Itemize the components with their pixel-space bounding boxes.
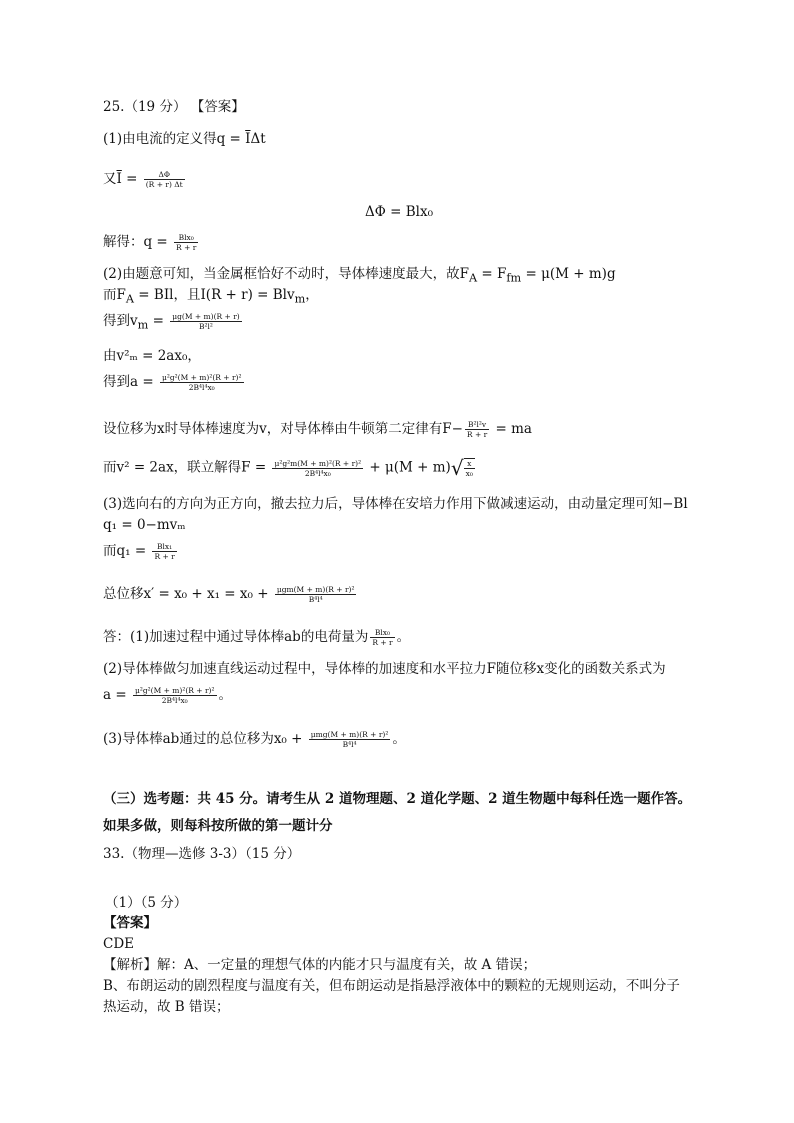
fraction: $\frac{\text{μgm(M + m)(R + r)²}}{\text{B⁴l⁴}}$ bbox=[276, 585, 355, 604]
part1-current-definition: (1)由电流的定义得$q = \overline{I}\Delta t$ bbox=[103, 131, 266, 147]
fraction: $\frac{\text{μ²g²m(M + m)²(R + r)²}}{\text{2B⁴l⁴x₀}}$ bbox=[274, 458, 362, 478]
subquestion-1: （1）（5 分） bbox=[105, 895, 188, 911]
part3-q1: 而q₁ = $\frac{\text{Blx₁}}{R + r}$ bbox=[103, 542, 175, 561]
fraction: $\frac{\text{μ²g²(M + m)²(R + r)²}}{\text{2B⁴l⁴x₀}}$ bbox=[134, 686, 215, 705]
part3-line1: (3)选向右的方向为正方向，撤去拉力后，导体棒在安培力作用下做减速运动，由动量定理可知−Bl bbox=[103, 496, 688, 512]
part2-vm: 得到$v_m$ = $\frac{\mu g(M + m)(R + r)}{\text{B²l²}}$ bbox=[103, 312, 240, 332]
analysis-line1: 【解析】解：A、一定量的理想气体的内能才只与温度有关，故 A 错误； bbox=[103, 957, 537, 973]
i-bar: $\overline{I}$ bbox=[245, 131, 251, 147]
section3-instructions: （三）选考题：共 45 分。请考生从 2 道物理题、2 道化学题、2 道生物题中每科任选一题作答。 bbox=[103, 791, 692, 807]
part2-kinematics: 由v²ₘ = 2ax₀， bbox=[103, 348, 201, 364]
part2-line1: (2)由题意可知，当金属框恰好不动时，导体棒速度最大，故$F_A = F_{fm} = \mu(M + m)g$ bbox=[103, 266, 616, 285]
fraction: $\frac{\text{Blx₁}}{R + r}$ bbox=[154, 542, 175, 561]
part3-line2: q₁ = 0−mvₘ bbox=[103, 517, 186, 533]
square-root: √ $\frac{x}{\text{x₀}}$ bbox=[450, 456, 473, 480]
answer-2-formula: a = $\frac{\text{μ²g²(M + m)²(R + r)²}}{\text{2B⁴l⁴x₀}}$ 。 bbox=[103, 686, 232, 705]
part1-solution: 解得：q = $\frac{\text{Blx₀}}{R + r}$ bbox=[103, 233, 197, 252]
part2-newton: 设位移为x时导体棒速度为v，对导体棒由牛顿第二定律有F− $\frac{\text{B²l²v}}{R + r}$ = ma bbox=[103, 420, 532, 439]
question-33-title: 33.（物理—选修 3-3）（15 分） bbox=[103, 846, 301, 862]
part3-total-displacement: 总位移x′ = x₀ + x₁ = x₀ + $\frac{\text{μgm(M + m)(R + r)²}}{\text{B⁴l⁴}}$ bbox=[103, 585, 355, 604]
part2-force-formula: 而v² = 2ax，联立解得F = $\frac{\text{μ²g²m(M + m)²(R + r)²}}{\text{2B⁴l⁴x₀}}$ + μ(M + m)√ $\frac{x}{\text{x₀}}$ bbox=[103, 456, 473, 480]
fraction: $\frac{\text{μ²g²(M + m)²(R + r)²}}{\text{2B⁴l⁴x₀}}$ bbox=[161, 373, 242, 392]
analysis-line2: B、布朗运动的剧烈程度与温度有关，但布朗运动是指悬浮液体中的颗粒的无规则运动，不叫分子 bbox=[103, 978, 680, 994]
answer-value: CDE bbox=[103, 936, 135, 952]
fraction: $\frac{\text{μmg(M + m)(R + r)²}}{\text{B⁴l⁴}}$ bbox=[310, 730, 389, 749]
part2-acceleration: 得到a = $\frac{\text{μ²g²(M + m)²(R + r)²}}{\text{2B⁴l⁴x₀}}$ bbox=[103, 373, 242, 392]
answer-label: 【答案】 bbox=[103, 915, 157, 931]
fraction: $\frac{\text{Blx₀}}{R + r}$ bbox=[372, 628, 393, 647]
answer-1: 答：(1)加速过程中通过导体棒ab的电荷量为 $\frac{\text{Blx₀}}{R + r}$ 。 bbox=[103, 628, 411, 647]
flux-equation: ΔΦ = Blx₀ bbox=[365, 204, 433, 220]
answer-3: (3)导体棒ab通过的总位移为x₀ + $\frac{\text{μmg(M + m)(R + r)²}}{\text{B⁴l⁴}}$ 。 bbox=[103, 730, 406, 749]
fraction: $\frac{\text{B²l²v}}{R + r}$ bbox=[466, 420, 488, 439]
section3-instructions-2: 如果多做，则每科按所做的第一题计分 bbox=[103, 818, 333, 834]
analysis-line3: 热运动，故 B 错误； bbox=[103, 999, 230, 1015]
part1-average-current: 又$\overline{I}$ = $\frac{\Delta\Phi}{(R + r) \Delta t}$ bbox=[103, 170, 183, 189]
fraction: $\frac{\mu g(M + m)(R + r)}{\text{B²l²}}$ bbox=[172, 312, 240, 331]
question-25-title: 25.（19 分） 【答案】 bbox=[103, 99, 245, 115]
part2-line2: 而$F_A$ = BIl，且I(R + r) = Blv$_m$， bbox=[103, 287, 319, 306]
answer-2-line1: (2)导体棒做匀加速直线运动过程中，导体棒的加速度和水平拉力F随位移x变化的函数关系式为 bbox=[103, 661, 666, 677]
fraction: $\frac{\text{Blx₀}}{R + r}$ bbox=[176, 233, 197, 252]
fraction: $\frac{\Delta\Phi}{(R + r) \Delta t}$ bbox=[145, 170, 183, 189]
